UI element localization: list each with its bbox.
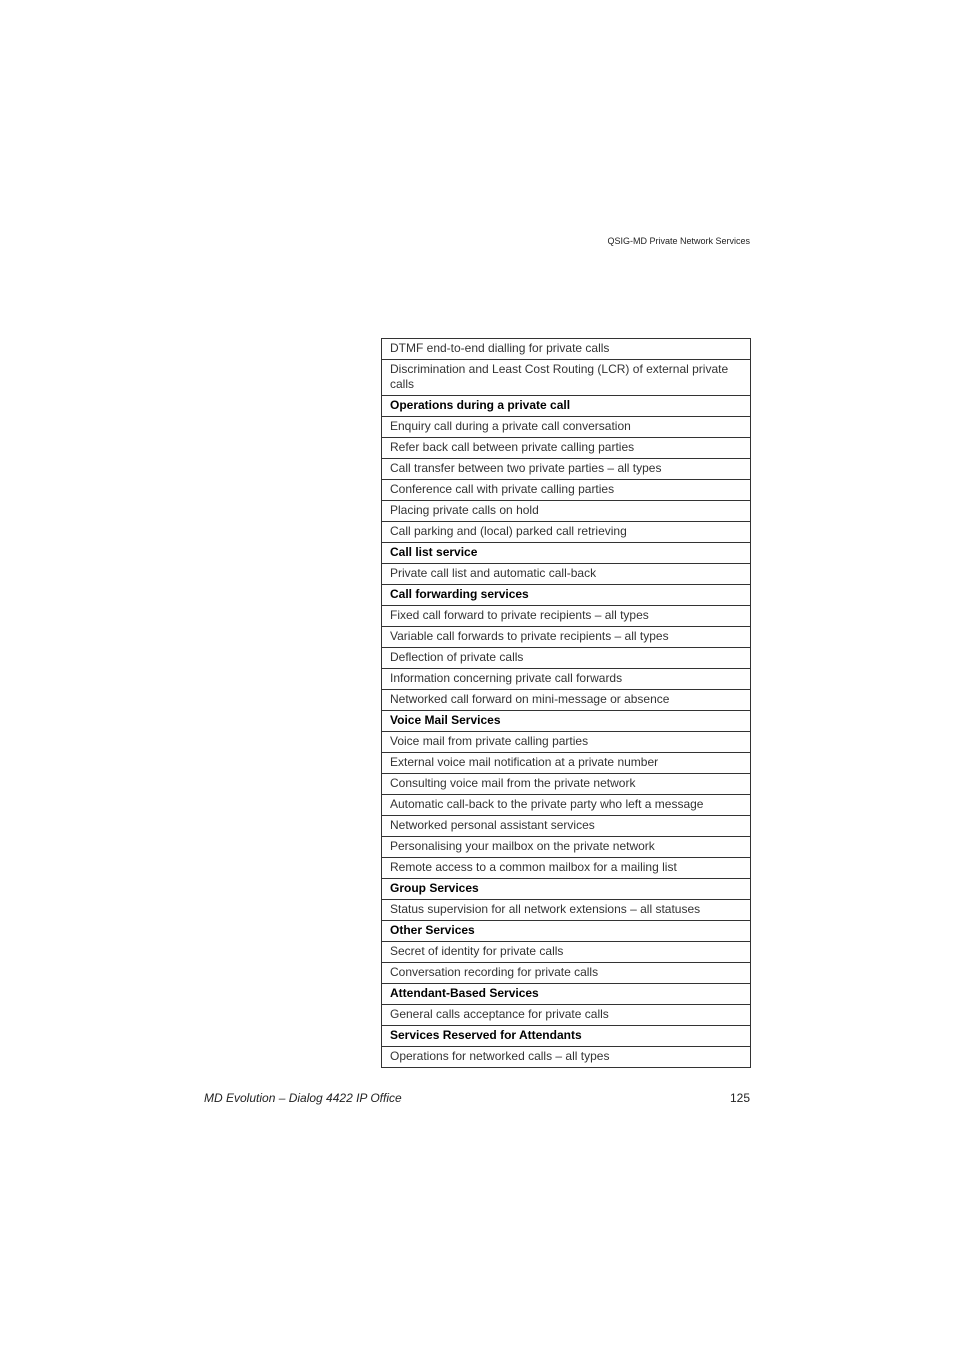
table-row: Variable call forwards to private recipients – all types	[382, 626, 750, 647]
table-section-heading: Other Services	[382, 920, 750, 941]
table-row: Refer back call between private calling parties	[382, 437, 750, 458]
table-row: Networked personal assistant services	[382, 815, 750, 836]
table-section-heading: Operations during a private call	[382, 395, 750, 416]
table-row: Remote access to a common mailbox for a mailing list	[382, 857, 750, 878]
table-row: Networked call forward on mini-message or absence	[382, 689, 750, 710]
running-header: QSIG-MD Private Network Services	[607, 236, 750, 246]
table-row: Discrimination and Least Cost Routing (LCR) of external private calls	[382, 359, 750, 395]
table-row: Call transfer between two private parties – all types	[382, 458, 750, 479]
table-section-heading: Call forwarding services	[382, 584, 750, 605]
table-row: External voice mail notification at a private number	[382, 752, 750, 773]
table-row: Personalising your mailbox on the private network	[382, 836, 750, 857]
table-section-heading: Call list service	[382, 542, 750, 563]
table-row: Automatic call-back to the private party who left a message	[382, 794, 750, 815]
table-row: Conference call with private calling parties	[382, 479, 750, 500]
table-section-heading: Attendant-Based Services	[382, 983, 750, 1004]
table-row: Secret of identity for private calls	[382, 941, 750, 962]
table-row: Voice mail from private calling parties	[382, 731, 750, 752]
table-section-heading: Services Reserved for Attendants	[382, 1025, 750, 1046]
footer-document-title: MD Evolution – Dialog 4422 IP Office	[204, 1091, 402, 1105]
table-row: Enquiry call during a private call conversation	[382, 416, 750, 437]
table-row: Operations for networked calls – all types	[382, 1046, 750, 1067]
table-row: Private call list and automatic call-back	[382, 563, 750, 584]
table-row: Deflection of private calls	[382, 647, 750, 668]
table-row: Consulting voice mail from the private network	[382, 773, 750, 794]
services-table	[381, 338, 751, 1068]
table-row: Call parking and (local) parked call retrieving	[382, 521, 750, 542]
table-section-heading: Voice Mail Services	[382, 710, 750, 731]
table-row: Fixed call forward to private recipients – all types	[382, 605, 750, 626]
table-row: Status supervision for all network extensions – all statuses	[382, 899, 750, 920]
table-row: DTMF end-to-end dialling for private calls	[390, 341, 610, 355]
page-number: 125	[729, 1091, 750, 1105]
table-section-heading: Group Services	[382, 878, 750, 899]
table-row: General calls acceptance for private calls	[382, 1004, 750, 1025]
table-row: Information concerning private call forwards	[382, 668, 750, 689]
table-row: Conversation recording for private calls	[382, 962, 750, 983]
table-row: Placing private calls on hold	[382, 500, 750, 521]
